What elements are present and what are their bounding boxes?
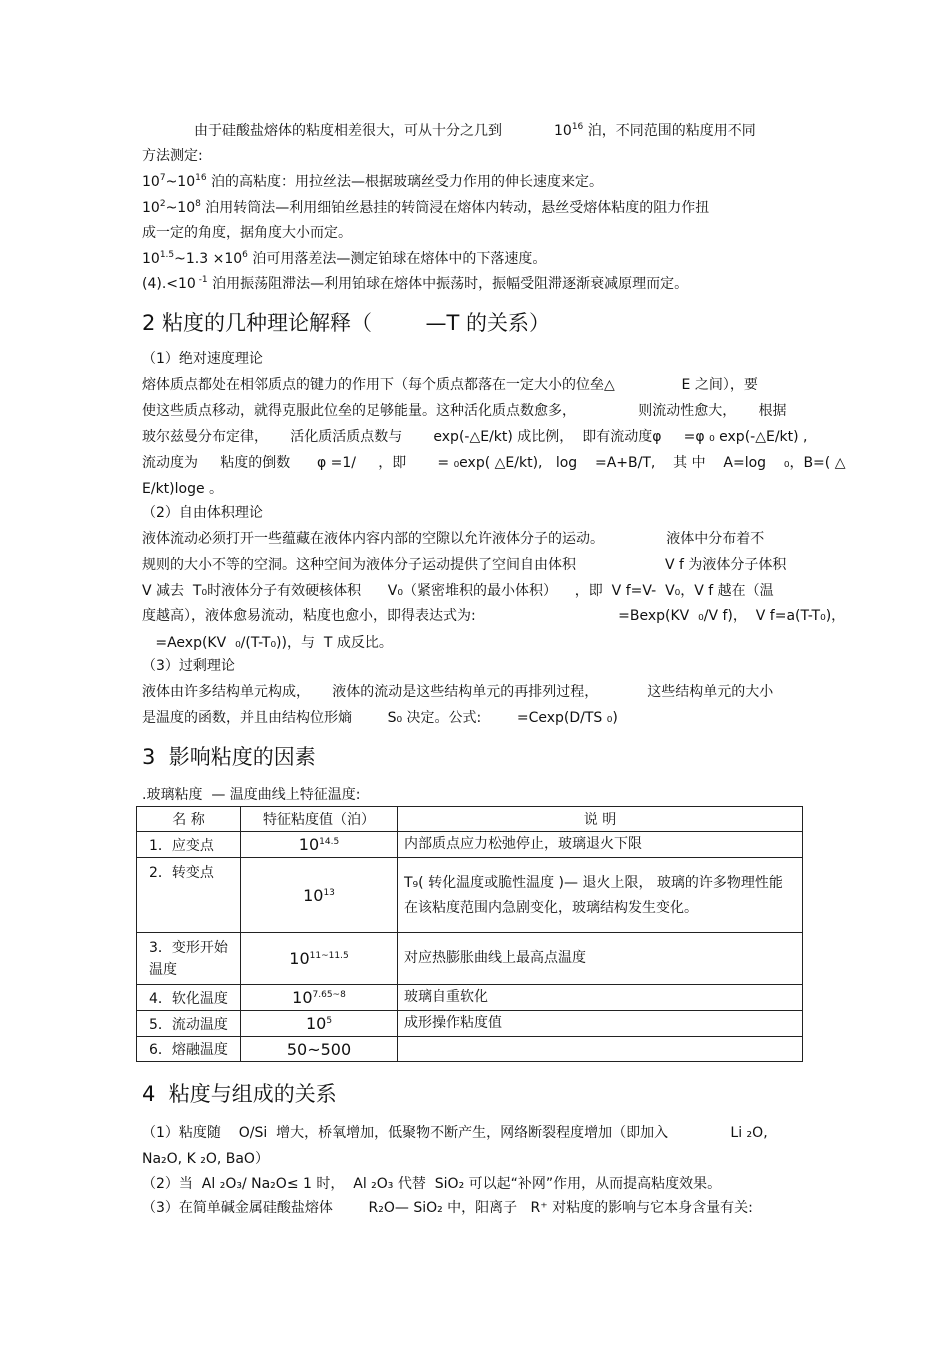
section-2-p2-line-3: V 减去 T₀时液体分子有效硬核体积 V₀（紧密堆积的最小体积） ，即 V f=V- V₀，V f 越在（温 [142,583,774,599]
intro-line-5: 成一定的角度，据角度大小而定。 [142,225,352,241]
section-2-p3-line-2: 是温度的函数，并且由结构位形熵 S₀ 决定。公式: =Cexp(D/TS ₀) [142,710,618,726]
section-2-sub-3: （3）过剩理论 [142,658,235,674]
row-name: 4．软化温度 [137,985,241,1011]
section-4-line-3: （2）当 Al ₂O₃/ Na₂O≤ 1 时， Al ₂O₃ 代替 SiO₂ 可以起“补网”作用，从而提高粘度效果。 [142,1176,722,1192]
row-desc: 成形操作粘度值 [398,1011,803,1037]
row-name: 6．熔融温度 [137,1037,241,1062]
intro-line-6: $10^{1.5}\sim 1.3 \times 10^6$ 泊可用落差法—测定铂球在熔体中的下落速度。 [142,250,547,267]
row-desc: 对应热膨胀曲线上最高点温度 [398,933,803,985]
section-2-p1-line-3: 玻尔兹曼分布定律， 活化质活质点数与 exp(-△E/kt) 成比例， 即有流动度φ =φ ₀ exp(-△E/kt) , [142,429,808,445]
table-row [137,858,803,933]
section-3-heading: 3 影响粘度的因素 [142,745,316,769]
section-2-heading: 2 粘度的几种理论解释（ —T 的关系） [142,311,550,335]
table-row [137,1011,803,1037]
table-header-desc: 说 明 [398,807,803,832]
section-2-sub-2: （2）自由体积理论 [142,505,263,521]
intro-line-3: $10^7\sim 10^{16}$ 泊的高粘度：用拉丝法—根据玻璃丝受力作用的伸长速度来定。 [142,173,604,190]
row-desc: T₉( 转化温度或脆性温度 )— 退火上限， 玻璃的许多物理性能在该粘度范围内急剧变化，玻璃结构发生变化。 [398,858,803,933]
table-header-name: 名 称 [137,807,241,832]
row-value: $10^{7.65\sim 8}$ [241,985,398,1011]
section-2-p1-line-2: 使这些质点移动，就得克服此位垒的足够能量。这种活化质点数愈多， 则流动性愈大， 根据 [142,403,787,419]
table-caption: .玻璃粘度 — 温度曲线上特征温度: [142,787,361,803]
row-value: $10^{13}$ [241,858,398,933]
row-name: 5．流动温度 [137,1011,241,1037]
row-desc: 内部质点应力松弛停止，玻璃退火下限 [398,832,803,858]
table-header-row [137,807,803,832]
section-2-p1-line-4: 流动度为 粘度的倒数 φ =1/ ，即 = ₀exp( △E/kt), log =A+B/T, 其 中 A=log ₀，B=( △ [142,455,846,471]
section-2-p3-line-1: 液体由许多结构单元构成， 液体的流动是这些结构单元的再排列过程， 这些结构单元的大小 [142,684,774,700]
row-name: 2．转变点 [137,858,241,933]
row-value: $10^5$ [241,1011,398,1037]
row-value: 50~500 [241,1037,398,1062]
section-4-line-4: （3）在简单碱金属硅酸盐熔体 R₂O— SiO₂ 中，阳离子 R⁺ 对粘度的影响与它本身含量有关: [142,1200,753,1216]
section-2-p1-line-5: E/kt)loge 。 [142,481,224,497]
row-value: $10^{11\sim 11.5}$ [241,933,398,985]
intro-line-7: (4).<10 $^{-1}$ 泊用振荡阻滞法—利用铂球在熔体中振荡时，振幅受阻滞逐渐衰减原理而定。 [142,275,689,292]
section-4-line-1: （1）粘度随 O/Si 增大，桥氧增加，低聚物不断产生，网络断裂程度增加（即加入 Li ₂O, [142,1125,768,1141]
section-2-p2-line-5: =Aexp(KV ₀/(T-T₀))，与 T 成反比。 [142,635,393,651]
section-2-sub-1: （1）绝对速度理论 [142,351,263,367]
section-4-line-2: Na₂O, K ₂O, BaO） [142,1151,269,1167]
intro-line-2: 方法测定: [142,148,203,164]
row-name: 3．变形开始温度 [137,933,241,985]
section-2-p2-line-2: 规则的大小不等的空洞。这种空间为液体分子运动提供了空间自由体积 V f 为液体分子体积 [142,557,787,573]
section-2-p2-line-4: 度越高），液体愈易流动，粘度也愈小，即得表达式为: =Bexp(KV ₀/V f)， V f=a(T-T₀)， [142,608,846,624]
table-row [137,832,803,858]
intro-line-1: 由于硅酸盐熔体的粘度相差很大，可从十分之几到 $10^{16}$ 泊，不同范围的粘度用不同 [194,122,756,139]
table-row [137,985,803,1011]
row-desc: 玻璃自重软化 [398,985,803,1011]
section-4-heading: 4 粘度与组成的关系 [142,1082,337,1106]
table-header-value: 特征粘度值（泊） [241,807,398,832]
row-name: 1．应变点 [137,832,241,858]
viscosity-temperature-table [136,806,803,1062]
section-2-p1-line-1: 熔体质点都处在相邻质点的键力的作用下（每个质点都落在一定大小的位垒△ E 之间），要 [142,377,758,393]
table-row [137,933,803,985]
table-row [137,1037,803,1062]
row-desc [398,1037,803,1062]
intro-line-4: $10^2\sim 10^8$ 泊用转筒法—利用细铂丝悬挂的转筒浸在熔体内转动，悬丝受熔体粘度的阻力作扭 [142,199,710,216]
section-2-p2-line-1: 液体流动必须打开一些蕴藏在液体内容内部的空隙以允许液体分子的运动。 液体中分布着不 [142,531,765,547]
row-value: $10^{14.5}$ [241,832,398,858]
